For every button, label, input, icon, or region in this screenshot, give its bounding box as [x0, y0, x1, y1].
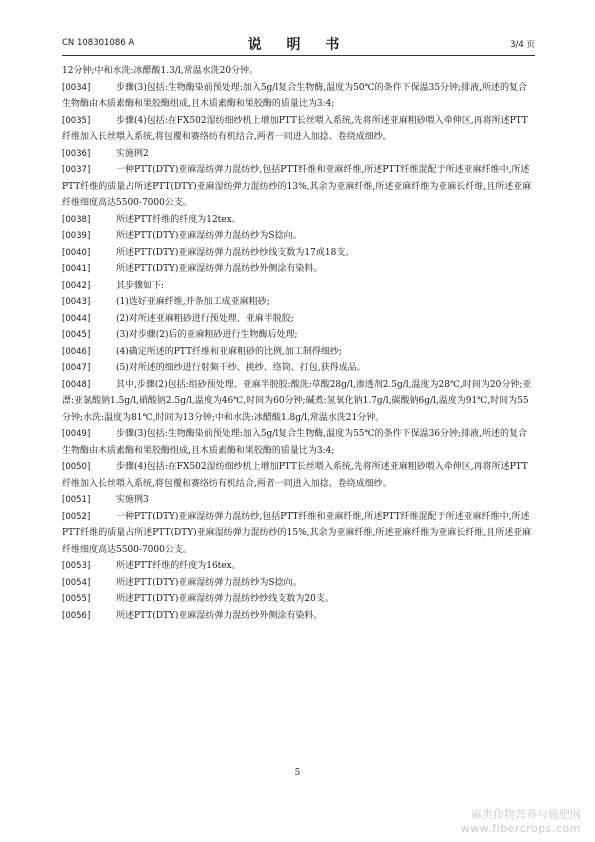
paragraph-number: [0049]: [62, 429, 91, 439]
paragraph-0054: [62, 575, 534, 592]
paragraph-0053: [62, 558, 534, 575]
paragraph-0044: [62, 311, 534, 328]
paragraph-text: 所述PTT(DTY)亚麻湿纺弹力混纺纱为S捻向。: [116, 231, 302, 241]
paragraph-text: 12分钟;中和水洗:冰醋酸1.3/l,常温水洗20分钟。: [62, 66, 259, 76]
paragraph-number: [0046]: [62, 346, 91, 357]
paragraph-text: 所述PTT(DTY)亚麻湿纺弹力混纺纱纱线支数为20支。: [116, 594, 334, 604]
paragraph-number: [0040]: [62, 247, 91, 258]
paragraph-text: 一种PTT(DTY)亚麻湿纺弹力混纺纱,包括PTT纤维和亚麻纤维,所述PTT纤维混配于所述亚麻纤维中,所述PTT纤维的质量占所述PTT(DTY)亚麻湿纺弹力混纺纱的13%,其余为亚麻纤维,所述亚麻纤维为亚麻长纤维,且所述亚麻纤维细度高达5500-7000公支。: [62, 165, 532, 208]
paragraph-number: [0037]: [62, 165, 91, 175]
paragraph-text: 所述PTT(DTY)亚麻湿纺弹力混纺纱外侧涂有染料。: [116, 610, 323, 621]
paragraph-0042: [62, 278, 534, 295]
paragraph-number: [0035]: [62, 115, 91, 126]
document-body: [62, 63, 534, 624]
paragraph-number: [0036]: [62, 148, 91, 159]
paragraph-number: [0039]: [62, 231, 91, 241]
paragraph-0036: [62, 146, 534, 163]
document-number: CN 108301086 A: [62, 38, 135, 48]
paragraph-number: [0053]: [62, 561, 91, 571]
paragraph-0046: [62, 344, 534, 361]
paragraph-number: [0047]: [62, 363, 91, 373]
paragraph-0034: [62, 80, 534, 113]
paragraph-text: (1)选好亚麻纤维,并条加工成亚麻粗砂;: [116, 297, 270, 307]
paragraph-number: [0044]: [62, 313, 91, 324]
paragraph-text: 实施例2: [116, 148, 149, 159]
header-divider: [62, 55, 535, 56]
paragraph-number: [0052]: [62, 511, 91, 522]
document-title: 说 明 书: [247, 37, 350, 53]
paragraph-0043: [62, 294, 534, 311]
paragraph-number: [0042]: [62, 280, 91, 291]
page-header: [62, 30, 535, 52]
paragraph-0035: [62, 113, 534, 146]
page-reference: 3/4 页: [510, 40, 535, 50]
paragraph-text: 所述PTT(DTY)亚麻湿纺弹力混纺纱外侧涂有染料。: [116, 264, 323, 274]
paragraph-0040: [62, 245, 534, 262]
paragraph-text: 步骤(4)包括:在FX502湿纺细纱机上增加PTT长丝喂入系统,先将所述亚麻粗砂喂入牵伸区,再将所述PTT纤维加入长丝喂入系统,将包覆和赛络纺有机结合,两者一同进入加捻、卷绕成细纱。: [62, 462, 528, 489]
paragraph-text: 其中,步骤(2)包括:组砂预处理、亚麻半脱胶:酸洗:草酸28g/l,渗透剂2.5g/l,温度为28℃,时间为20分钟;亚漂:亚氯酸钠1.5g/l,硝酸钠2.5g/l,温度为46℃,时间为60分钟;碱煮:氢氧化钠1.7g/l,碳酸钠6g/l,温度为91℃,时间为55分钟;水洗:温度为81℃,时间为13分钟;中和水洗:冰醋酸1.8g/l,常温水洗21分钟。: [62, 379, 532, 423]
paragraph-text: 实施例3: [116, 495, 149, 505]
paragraph-text: (4)确定所述的PTT纤维和亚麻粗砂的比例,加工制得细纱;: [116, 346, 342, 357]
paragraph-number: [0045]: [62, 330, 91, 340]
paragraph-text: 所述PTT(DTY)亚麻湿纺弹力混纺纱纱线支数为17或18支。: [116, 247, 355, 258]
paragraph-0037: [62, 162, 534, 212]
paragraph-0051: [62, 492, 534, 509]
paragraph-number: [0050]: [62, 462, 91, 472]
paragraph-text: 步骤(3)包括:生物酶染前预处理:加入5g/l复合生物酶,温度为50℃的条件下保温35分钟;排液,所述的复合生物酶由木质素酶和果胶酶组成,且木质素酶和果胶酶的质量比为3:4;: [62, 82, 527, 109]
paragraph-0039: [62, 228, 534, 245]
paragraph-text: 一种PTT(DTY)亚麻湿纺弹力混纺纱,包括PTT纤维和亚麻纤维,所述PTT纤维混配于所述亚麻纤维中,所述PTT纤维的质量占所述PTT(DTY)亚麻湿纺弹力混纺纱的15%,其余为亚麻纤维,所述亚麻纤维为亚麻长纤维,且所述亚麻纤维细度高达5500-7000公支。: [62, 511, 532, 555]
paragraph-0041: [62, 261, 534, 278]
paragraph-text: (5)对所述的细纱进行射频干纱、挑纱、络筒、打包,获得成品。: [116, 363, 366, 373]
paragraph-number: [0055]: [62, 594, 91, 604]
paragraph-0050: [62, 459, 534, 492]
paragraph-number: [0054]: [62, 577, 91, 588]
paragraph-text: (2)对所述亚麻粗砂进行预处理、亚麻半脱胶;: [116, 313, 294, 324]
page-number: 5: [294, 768, 301, 778]
paragraph-text: 所述PTT纤维的纤度为12tex。: [116, 214, 241, 225]
paragraph-0045: [62, 327, 534, 344]
paragraph-number: [0048]: [62, 379, 91, 390]
watermark-site-name: 麻类作物营养与施肥网: [471, 808, 581, 821]
paragraph-0056: [62, 608, 534, 625]
paragraph-0048: [62, 377, 534, 427]
paragraph-0038: [62, 212, 534, 229]
paragraph-number: [0038]: [62, 214, 91, 225]
paragraph-0049: [62, 426, 534, 459]
paragraph-number: [0034]: [62, 82, 91, 93]
paragraph-number: [0041]: [62, 264, 91, 274]
paragraph-number: [0056]: [62, 610, 91, 621]
paragraph-text: 所述PTT(DTY)亚麻湿纺弹力混纺纱为S捻向。: [116, 577, 302, 588]
paragraph-text: 步骤(4)包括:在FX502湿纺细纱机上增加PTT长丝喂入系统,先将所述亚麻粗砂喂入牵伸区,再将所述PTT纤维加入长丝喂入系统,将包覆和赛络纺有机结合,两者一同进入加捻、卷绕成细纱。: [62, 115, 528, 142]
paragraph-number: [0051]: [62, 495, 91, 505]
paragraph-text: 步骤(3)包括:生物酶染前预处理:加入5g/l复合生物酶,温度为55℃的条件下保温36分钟;排液,所述的复合生物酶由木质素酶和果胶酶组成,且木质素酶和果胶酶的质量比为3:4;: [62, 429, 527, 456]
paragraph-continuation: [62, 63, 534, 80]
paragraph-text: (3)对步骤(2)后的亚麻粗砂进行生物酶后处理;: [116, 330, 298, 340]
watermark-url: www.fibercrops.com: [460, 822, 581, 835]
paragraph-number: [0043]: [62, 297, 91, 307]
paragraph-0052: [62, 509, 534, 559]
paragraph-0047: [62, 360, 534, 377]
paragraph-text: 其步骤如下:: [116, 280, 165, 291]
paragraph-text: 所述PTT纤维的纤度为16tex。: [116, 561, 241, 571]
paragraph-0055: [62, 591, 534, 608]
